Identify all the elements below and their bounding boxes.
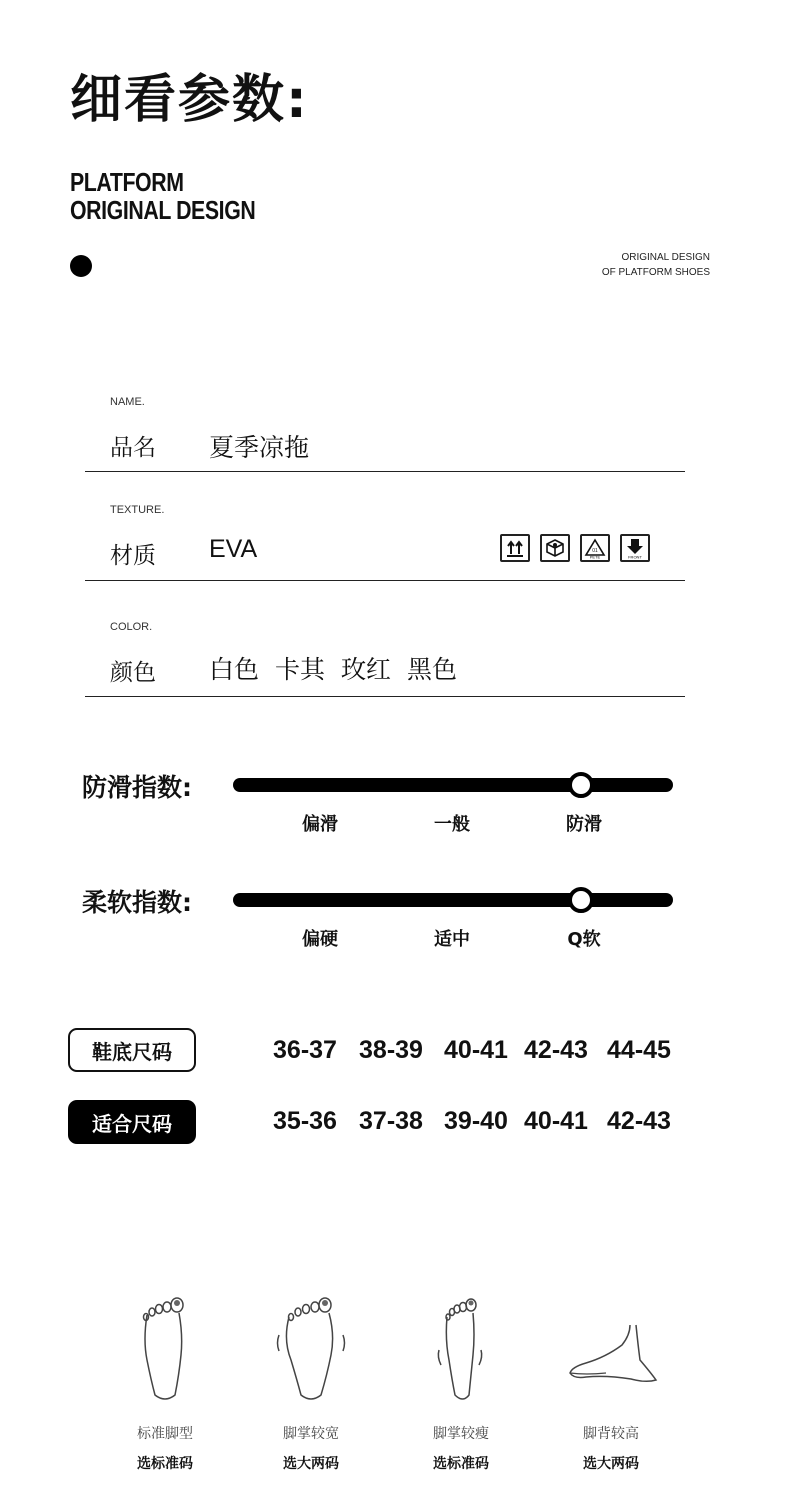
anti-slip-track [233, 778, 673, 792]
param-name-value: 夏季凉拖 [209, 433, 310, 462]
foot-narrow-type: 脚掌较瘦 [433, 1426, 489, 1442]
param-color-cn: 颜色 [110, 660, 156, 686]
sole-size-2: 38-39 [359, 1036, 423, 1064]
fit-size-2: 37-38 [359, 1107, 423, 1135]
foot-standard-type: 标准脚型 [137, 1426, 193, 1442]
page-title: 细看参数: [70, 70, 309, 130]
fit-size-badge: 适合尺码 [68, 1100, 196, 1144]
anti-slip-label: 防滑指数: [82, 773, 192, 802]
param-color-row [85, 587, 685, 697]
color-value-2: 卡其 [275, 655, 326, 684]
foot-standard [90, 1295, 240, 1473]
softness-tick-3: Q软 [567, 929, 601, 950]
fit-size-3: 39-40 [444, 1107, 508, 1135]
foot-wide-recommend: 选大两码 [283, 1456, 339, 1472]
foot-narrow-icon [421, 1295, 501, 1405]
front-text: FRONT [628, 554, 642, 559]
param-texture-en: TEXTURE. [110, 504, 165, 516]
svg-text:01: 01 [592, 548, 598, 554]
foot-high-instep-recommend: 选大两码 [583, 1456, 639, 1472]
param-color-values [209, 650, 473, 686]
foot-narrow-recommend: 选标准码 [433, 1456, 489, 1472]
fit-size-5: 42-43 [607, 1107, 671, 1135]
param-texture-row [85, 471, 685, 581]
foot-standard-recommend: 选标准码 [137, 1456, 193, 1472]
brand-line-1: PLATFORM [70, 167, 184, 197]
sole-size-5: 44-45 [607, 1036, 671, 1064]
foot-wide-icon [271, 1295, 351, 1405]
sub-caption-line-1: ORIGINAL DESIGN [621, 252, 710, 263]
brand-block [70, 168, 255, 224]
foot-high-instep [536, 1295, 686, 1473]
anti-slip-tick-1: 偏滑 [302, 814, 338, 835]
softness-label: 柔软指数: [82, 888, 192, 917]
anti-slip-knob [568, 772, 594, 798]
foot-narrow [386, 1295, 536, 1473]
foot-high-instep-icon [556, 1295, 666, 1405]
foot-wide [236, 1295, 386, 1473]
foot-standard-icon [125, 1295, 205, 1405]
param-texture-value: EVA [209, 535, 258, 563]
sub-caption-line-2: OF PLATFORM SHOES [601, 267, 710, 278]
color-value-4: 黑色 [407, 655, 458, 684]
softness-track [233, 893, 673, 907]
recycle-pete-icon [580, 534, 610, 562]
fit-size-4: 40-41 [524, 1107, 588, 1135]
sole-size-4: 42-43 [524, 1036, 588, 1064]
param-texture-cn: 材质 [110, 543, 156, 569]
param-name-en: NAME. [110, 396, 145, 408]
sole-size-3: 40-41 [444, 1036, 508, 1064]
sub-caption [602, 250, 710, 280]
sole-size-1: 36-37 [273, 1036, 337, 1064]
fragile-box-icon [540, 534, 570, 562]
softness-knob [568, 887, 594, 913]
softness-tick-1: 偏硬 [302, 929, 338, 950]
sole-size-badge: 鞋底尺码 [68, 1028, 196, 1072]
front-arrow-icon [620, 534, 650, 562]
anti-slip-tick-2: 一般 [434, 814, 470, 835]
fit-size-1: 35-36 [273, 1107, 337, 1135]
param-color-en: COLOR. [110, 621, 153, 633]
bullet-dot [70, 255, 92, 277]
param-name-row [85, 362, 685, 472]
color-value-3: 玫红 [341, 655, 392, 684]
foot-wide-type: 脚掌较宽 [283, 1426, 339, 1442]
pete-text: PETE [589, 554, 601, 559]
softness-tick-2: 适中 [434, 929, 470, 950]
color-value-1: 白色 [209, 655, 260, 684]
care-icons [500, 534, 650, 562]
param-name-cn: 品名 [110, 435, 156, 461]
brand-line-2: ORIGINAL DESIGN [70, 195, 256, 225]
this-way-up-icon [500, 534, 530, 562]
anti-slip-tick-3: 防滑 [566, 814, 602, 835]
foot-high-instep-type: 脚背较高 [583, 1426, 639, 1442]
